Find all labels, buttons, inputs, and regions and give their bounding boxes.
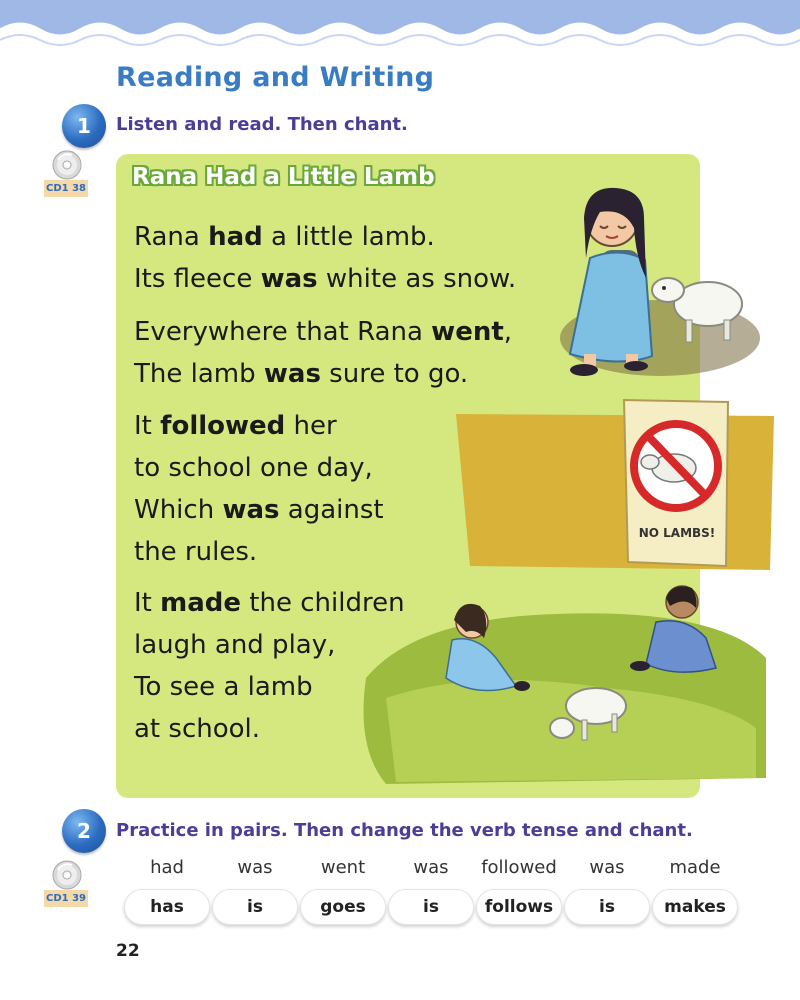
highlighted-verb: followed [160, 411, 286, 441]
activity-1-instruction: Listen and read. Then chant. [116, 114, 408, 135]
past-tense-verb: was [589, 857, 625, 878]
poem-line: Everywhere that Rana went, [134, 317, 513, 347]
present-tense-verb-pill: is [564, 889, 650, 925]
past-tense-verb: followed [481, 857, 557, 878]
past-tense-verb: was [413, 857, 449, 878]
activity-1-number-badge: 1 [62, 104, 106, 148]
present-tense-verb-pill: follows [476, 889, 562, 925]
past-tense-verb: had [150, 857, 184, 878]
cd-audio-track-39[interactable] [44, 860, 88, 910]
past-tense-verb: went [320, 857, 366, 878]
poem-line: laugh and play, [134, 630, 336, 660]
verb-pair [652, 855, 738, 925]
highlighted-verb: was [260, 264, 318, 294]
highlighted-verb: was [263, 359, 321, 389]
present-tense-verb-pill: is [388, 889, 474, 925]
verb-pair [300, 855, 386, 925]
poem-line: at school. [134, 714, 261, 744]
poem-line: Which was against [134, 495, 384, 525]
verb-pair [564, 855, 650, 925]
verb-tense-row [124, 855, 744, 925]
section-title: Reading and Writing [116, 62, 435, 93]
cd-audio-track-38[interactable] [44, 150, 88, 200]
poem-line: Rana had a little lamb. [134, 222, 435, 252]
past-tense-verb: made [669, 857, 721, 878]
activity-2-instruction: Practice in pairs. Then change the verb tense and chant. [116, 820, 693, 841]
activity-2-number-badge: 2 [62, 809, 106, 853]
cd-track-label: CD1 39 [44, 890, 88, 907]
no-lambs-sign-illustration [456, 396, 778, 574]
poem-line: The lamb was sure to go. [134, 359, 469, 389]
page-number: 22 [116, 941, 140, 961]
poem-line: to school one day, [134, 453, 373, 483]
cd-track-label: CD1 38 [44, 180, 88, 197]
poem-line: To see a lamb [134, 672, 313, 702]
poem-stanza-3 [134, 405, 384, 573]
verb-pair [476, 855, 562, 925]
poem-line: Its fleece was white as snow. [134, 264, 517, 294]
children-playing-illustration [356, 578, 776, 788]
poem-line: It made the children [134, 588, 405, 618]
poem-line: It followed her [134, 411, 337, 441]
poem-stanza-2 [134, 311, 512, 395]
poem-line: the rules. [134, 537, 258, 567]
past-tense-verb: was [237, 857, 273, 878]
highlighted-verb: made [160, 588, 242, 618]
verb-pair [124, 855, 210, 925]
highlighted-verb: had [208, 222, 263, 252]
poem-stanza-1 [134, 216, 516, 300]
highlighted-verb: was [222, 495, 280, 525]
present-tense-verb-pill: has [124, 889, 210, 925]
sign-text: NO LAMBS! [638, 526, 716, 540]
verb-pair [388, 855, 474, 925]
present-tense-verb-pill: is [212, 889, 298, 925]
present-tense-verb-pill: makes [652, 889, 738, 925]
poem-title: Rana Had a Little Lamb [132, 164, 435, 190]
cd-icon [52, 860, 82, 890]
highlighted-verb: went [431, 317, 504, 347]
present-tense-verb-pill: goes [300, 889, 386, 925]
verb-pair [212, 855, 298, 925]
top-wave-border [0, 0, 800, 60]
cd-icon [52, 150, 82, 180]
girl-with-lamb-illustration [540, 168, 760, 388]
